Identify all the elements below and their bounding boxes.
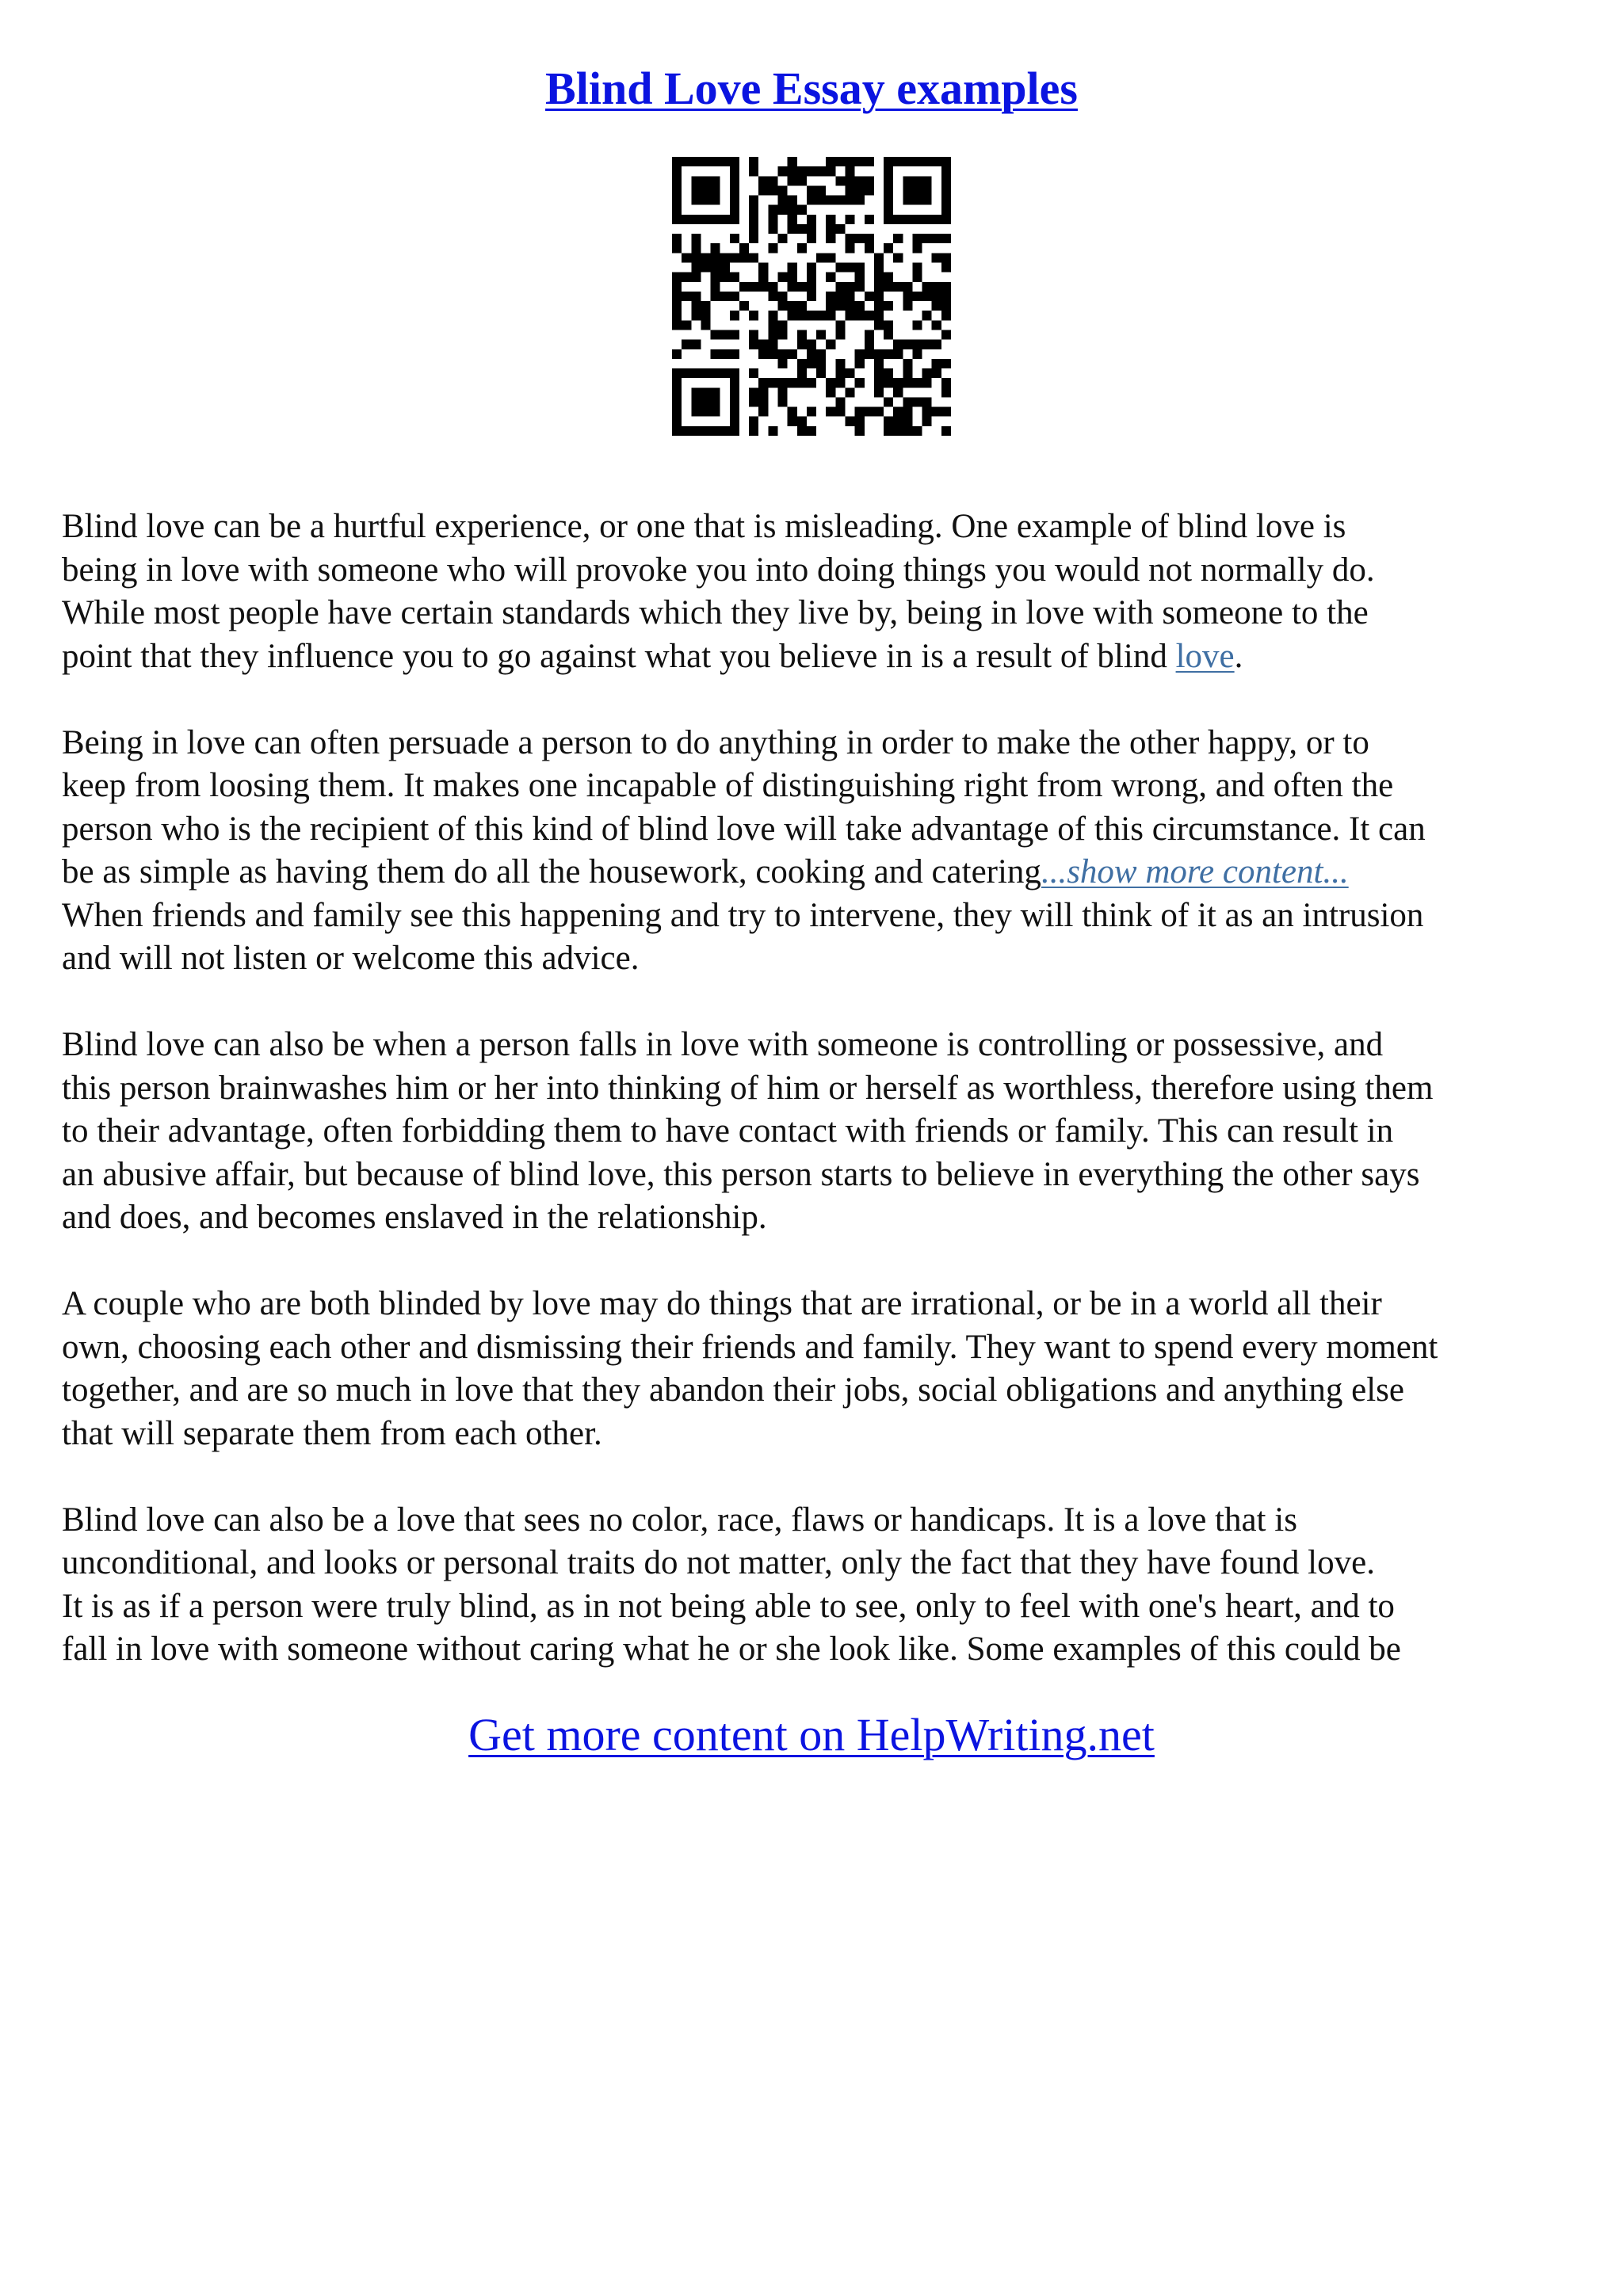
text-line: fall in love with someone without caring what he or she look like. Some examples of this could be <box>62 1630 1401 1668</box>
paragraph-2 <box>62 722 1568 981</box>
text-line: Blind love can be a hurtful experience, or one that is misleading. One example of blind love is <box>62 508 1346 545</box>
title-link[interactable]: Blind Love Essay examples <box>545 63 1078 114</box>
text-line: be as simple as having them do all the housework, cooking and catering <box>62 853 1041 891</box>
paragraph-4 <box>62 1283 1568 1455</box>
footer <box>0 1702 1623 1768</box>
paragraph-5 <box>62 1499 1568 1672</box>
paragraph-3 <box>62 1024 1568 1240</box>
text-line: person who is the recipient of this kind of blind love will take advantage of this circumstance. It can <box>62 810 1426 848</box>
text-line: Being in love can often persuade a person to do anything in order to make the other happy, or to <box>62 723 1369 761</box>
helpwriting-link[interactable]: Get more content on HelpWriting.net <box>468 1709 1155 1760</box>
love-link[interactable]: love <box>1175 637 1235 675</box>
text-line: keep from loosing them. It makes one incapable of distinguishing right from wrong, and often the <box>62 767 1394 804</box>
qr-code-icon <box>672 157 951 436</box>
text-line: an abusive affair, but because of blind love, this person starts to believe in everything the other says <box>62 1155 1420 1193</box>
text-line: and does, and becomes enslaved in the relationship. <box>62 1199 767 1236</box>
text-line: unconditional, and looks or personal traits do not matter, only the fact that they have found love. <box>62 1544 1375 1581</box>
text-line: being in love with someone who will provoke you into doing things you would not normally do. <box>62 551 1375 589</box>
essay-body <box>62 505 1568 1672</box>
text-line: While most people have certain standards which they live by, being in love with someone to the <box>62 594 1369 631</box>
text-line: A couple who are both blinded by love may do things that are irrational, or be in a world all their <box>62 1285 1382 1322</box>
page-title <box>0 55 1623 122</box>
text-line-end: . <box>1234 637 1243 675</box>
text-line: Blind love can also be when a person falls in love with someone is controlling or possessive, and <box>62 1026 1384 1063</box>
text-line: together, and are so much in love that they abandon their jobs, social obligations and anything else <box>62 1371 1404 1409</box>
text-line: When friends and family see this happening and try to intervene, they will think of it as an intrusion <box>62 896 1424 934</box>
paragraph-1 <box>62 505 1568 678</box>
text-line: It is as if a person were truly blind, as in not being able to see, only to feel with one's heart, and to <box>62 1587 1395 1625</box>
text-line: Blind love can also be a love that sees no color, race, flaws or handicaps. It is a love that is <box>62 1501 1297 1539</box>
text-line: own, choosing each other and dismissing their friends and family. They want to spend every moment <box>62 1328 1438 1366</box>
text-line: this person brainwashes him or her into thinking of him or herself as worthless, therefore using them <box>62 1069 1434 1107</box>
text-line: that will separate them from each other. <box>62 1414 602 1452</box>
text-line: point that they influence you to go against what you believe in is a result of blind <box>62 637 1176 675</box>
show-more-link[interactable]: ...show more content... <box>1041 853 1349 891</box>
text-line: to their advantage, often forbidding them to have contact with friends or family. This can result in <box>62 1112 1394 1150</box>
text-line: and will not listen or welcome this advice. <box>62 940 640 977</box>
